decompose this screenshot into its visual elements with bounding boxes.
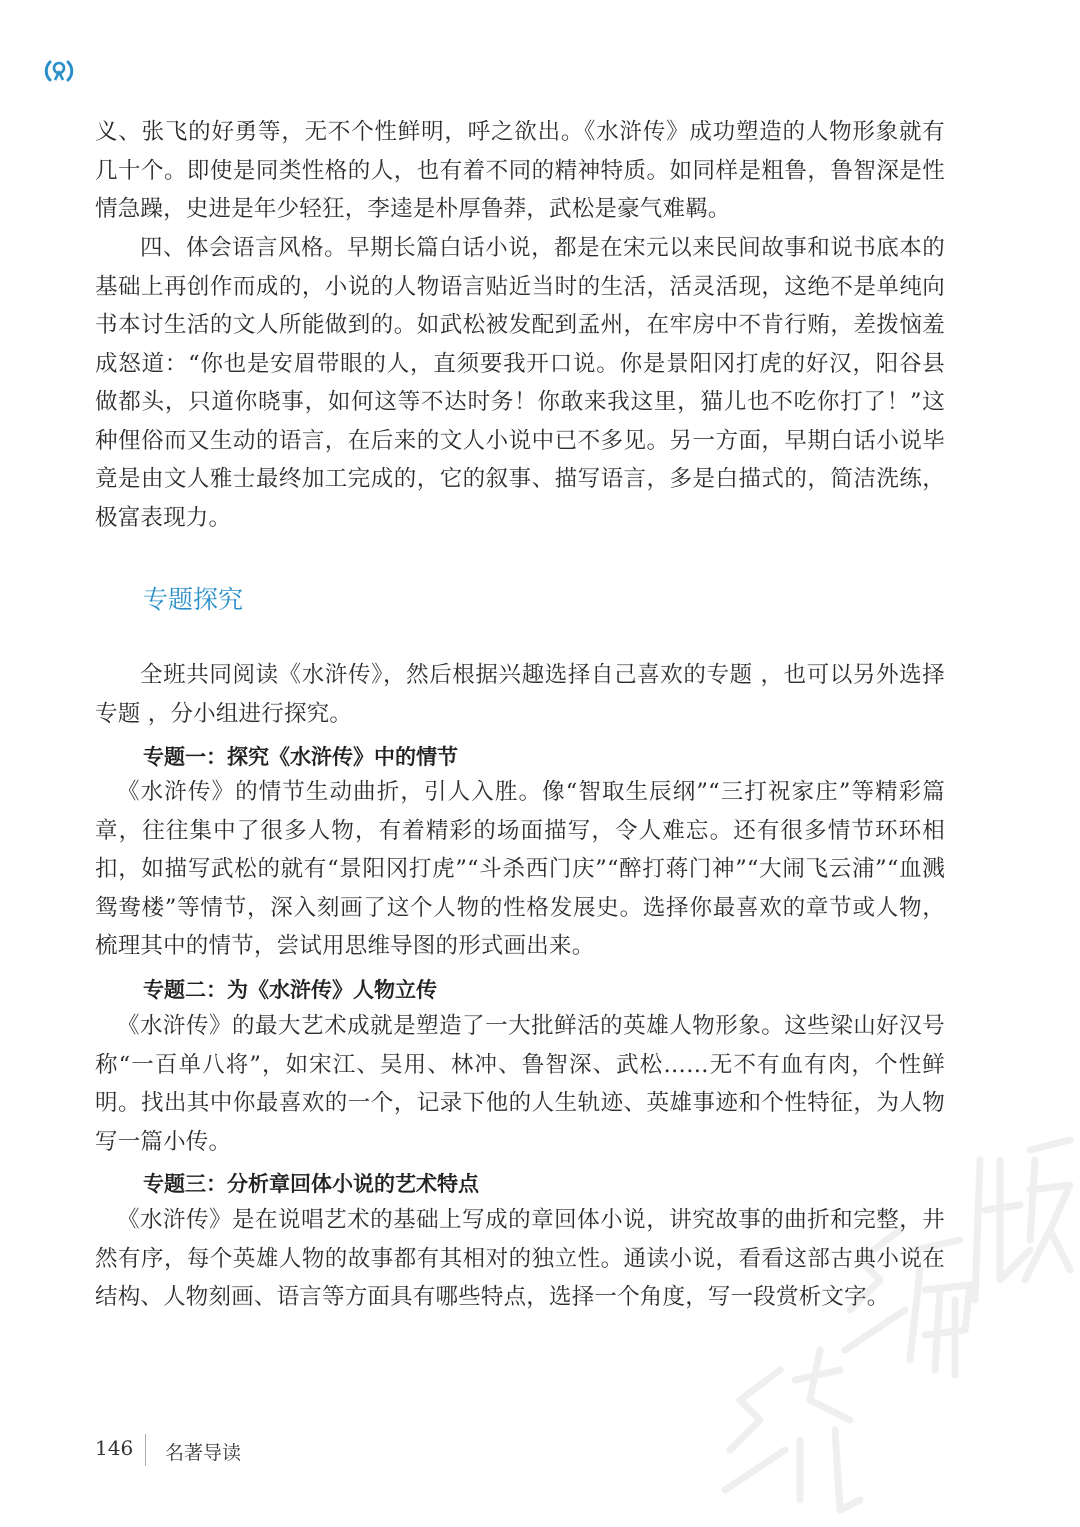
topic-3-title: 专题三：分析章回体小说的艺术特点 <box>143 1172 479 1196</box>
paragraph-continuation: 义、张飞的好勇等，无不个性鲜明，呼之欲出。《水浒传》成功塑造的人物形象就有几十个。即使是同类性格的人，也有着不同的精神特质。如同样是粗鲁，鲁智深是性情急躁，史进是年少轻狂，李逵是朴厚鲁莽，武松是豪气难羁。 <box>95 119 945 222</box>
footer-divider <box>145 1434 146 1466</box>
paragraph-language-style: 四、体会语言风格。早期长篇白话小说，都是在宋元以来民间故事和说书底本的基础上再创作而成的，小说的人物语言贴近当时的生活，活灵活现，这绝不是单纯向书本讨生活的文人所能做到的。如武松被发配到孟州，在牢房中不肯行贿，差拨恼羞成怒道：“你也是安眉带眼的人，直须要我开口说。你是景阳冈打虎的好汉，阳谷县做都头，只道你晓事，如何这等不达时务！你敢来我这里，猫儿也不吃你打了！”这种俚俗而又生动的语言，在后来的文人小说中已不多见。另一方面，早期白话小说毕竟是由文人雅士最终加工完成的，它的叙事、描写语言，多是白描式的，简洁洗练，极富表现力。 <box>95 235 945 531</box>
topic-2-title: 专题二：为《水浒传》人物立传 <box>143 978 437 1002</box>
page-number: 146 <box>95 1436 134 1460</box>
section-title: 专题探究 <box>143 585 244 614</box>
book-title: 名著导读 <box>165 1442 242 1464</box>
textbook-logo-icon <box>44 58 74 84</box>
topic-1-body: 《水浒传》的情节生动曲折，引人入胜。像“智取生辰纲”“三打祝家庄”等精彩篇章，往往集中了很多人物，有着精彩的场面描写，令人难忘。还有很多情节环环相扣，如描写武松的就有“景阳冈打虎”“斗杀西门庆”“醉打蒋门神”“大闹飞云浦”“血溅鸳鸯楼”等情节，深入刻画了这个人物的性格发展史。选择你最喜欢的章节或人物，梳理其中的情节，尝试用思维导图的形式画出来。 <box>95 779 945 959</box>
watermark-seal <box>700 1120 1080 1520</box>
topic-1-title: 专题一：探究《水浒传》中的情节 <box>143 745 458 769</box>
topic-2-body: 《水浒传》的最大艺术成就是塑造了一大批鲜活的英雄人物形象。这些梁山好汉号称“一百单八将”，如宋江、吴用、林冲、鲁智深、武松……无不有血有肉，个性鲜明。找出其中你最喜欢的一个，记录下他的人生轨迹、英雄事迹和个性特征，为人物写一篇小传。 <box>95 1013 945 1155</box>
section-intro: 全班共同阅读《水浒传》，然后根据兴趣选择自己喜欢的专题 ，也可以另外选择专题 ，分小组进行探究。 <box>95 662 945 727</box>
topic-3-body: 《水浒传》是在说唱艺术的基础上写成的章回体小说，讲究故事的曲折和完整，井然有序，每个英雄人物的故事都有其相对的独立性。通读小说，看看这部古典小说在结构、人物刻画、语言等方面具有哪些特点，选择一个角度，写一段赏析文字。 <box>95 1207 945 1310</box>
